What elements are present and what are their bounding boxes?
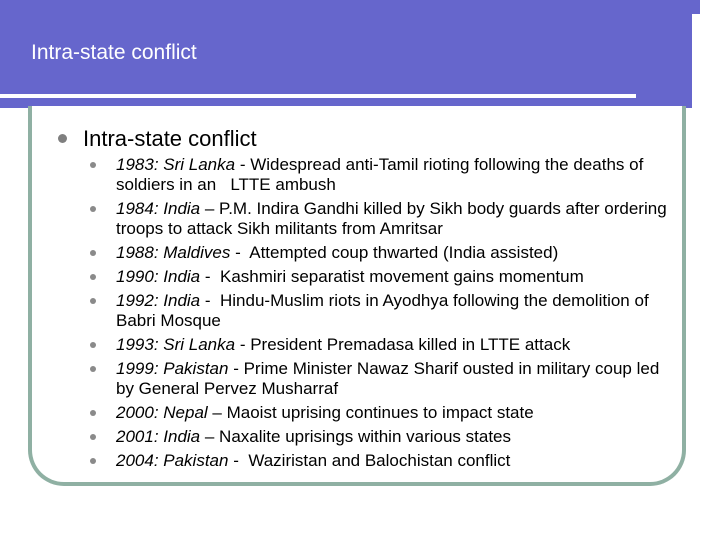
bullet-dot-icon [90, 366, 96, 372]
item-separator: - [228, 359, 244, 378]
list-item [88, 335, 678, 355]
bullet-dot-icon [90, 206, 96, 212]
item-date-location: 2001: India [116, 427, 201, 446]
item-separator: – [200, 427, 220, 446]
item-separator: - [230, 243, 250, 262]
item-separator: – [207, 403, 227, 422]
item-description: Kashmiri separatist movement gains momentum [219, 267, 584, 286]
item-separator: – [200, 199, 220, 218]
item-description: Widespread anti-Tamil rioting following the deaths of soldiers in an LTTE ambush [116, 155, 649, 194]
item-date-location: 1993: Sri Lanka [116, 335, 236, 354]
item-separator: - [200, 267, 220, 286]
main-bullet-label: Intra-state conflict [83, 126, 257, 151]
title-underline [0, 94, 636, 98]
item-date-location: 1990: India [116, 267, 201, 286]
item-date-location: 1999: Pakistan [116, 359, 229, 378]
bullet-dot-icon [90, 458, 96, 464]
conflict-list [88, 155, 678, 475]
item-separator: - [228, 451, 249, 470]
title-bar-corner-accent [692, 0, 700, 14]
item-description: Maoist uprising continues to impact state [226, 403, 534, 422]
title-bar-corner [692, 0, 720, 108]
item-date-location: 1992: India [116, 291, 201, 310]
list-item [88, 155, 678, 195]
item-separator: - [235, 335, 251, 354]
list-item [88, 359, 678, 399]
list-item [88, 427, 678, 447]
bullet-dot-icon [90, 250, 96, 256]
bullet-dot-icon [90, 342, 96, 348]
list-item [88, 403, 678, 423]
item-description: Attempted coup thwarted (India assisted) [249, 243, 559, 262]
list-item [88, 451, 678, 471]
item-description: Naxalite uprisings within various states [219, 427, 512, 446]
list-item [88, 267, 678, 287]
item-description: President Premadasa killed in LTTE attack [250, 335, 571, 354]
item-separator: - [235, 155, 251, 174]
bullet-dot-icon [90, 162, 96, 168]
list-item [88, 199, 678, 239]
item-description: Hindu-Muslim riots in Ayodhya following the demolition of Babri Mosque [116, 291, 654, 330]
bullet-dot-icon [58, 134, 67, 143]
item-description: P.M. Indira Gandhi killed by Sikh body guards after ordering troops to attack Sikh militants from Amritsar [116, 199, 672, 238]
item-separator: - [200, 291, 220, 310]
bullet-dot-icon [90, 298, 96, 304]
bullet-dot-icon [90, 410, 96, 416]
list-item [88, 243, 678, 263]
item-description: Waziristan and Balochistan conflict [248, 451, 511, 470]
item-date-location: 1988: Maldives [116, 243, 231, 262]
item-date-location: 1984: India [116, 199, 201, 218]
list-item [88, 291, 678, 331]
item-date-location: 2004: Pakistan [116, 451, 229, 470]
bullet-dot-icon [90, 434, 96, 440]
item-description: Prime Minister Nawaz Sharif ousted in military coup led by General Pervez Musharraf [116, 359, 665, 398]
item-date-location: 1983: Sri Lanka [116, 155, 236, 174]
slide-title: Intra-state conflict [31, 41, 197, 64]
bullet-dot-icon [90, 274, 96, 280]
item-date-location: 2000: Nepal [116, 403, 208, 422]
